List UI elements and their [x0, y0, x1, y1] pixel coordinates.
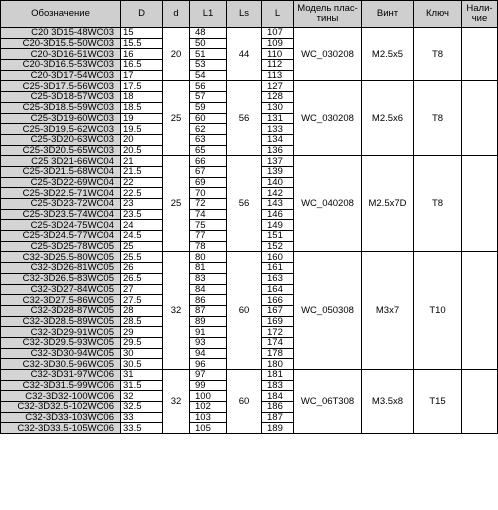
length-l1-cell: 77 [190, 231, 227, 242]
length-l1-cell: 94 [190, 348, 227, 359]
designation-cell: C32-3D32-100WC06 [1, 391, 121, 402]
length-l1-cell: 105 [190, 423, 227, 434]
insert-model-cell: WC_06T308 [294, 370, 362, 434]
diameter-d-cell: 21.5 [121, 166, 163, 177]
length-l1-cell: 60 [190, 113, 227, 124]
length-l1-cell: 97 [190, 370, 227, 381]
length-l1-cell: 74 [190, 209, 227, 220]
length-l1-cell: 48 [190, 28, 227, 39]
length-l1-cell: 93 [190, 337, 227, 348]
length-l-cell: 189 [262, 423, 294, 434]
designation-cell: C20-3D15.5-50WC03 [1, 38, 121, 49]
length-l-cell: 107 [262, 28, 294, 39]
length-l-cell: 181 [262, 370, 294, 381]
header-availability [462, 1, 498, 28]
length-l-cell: 142 [262, 188, 294, 199]
header-availability-line1: Нали- [466, 3, 493, 14]
length-l-cell: 110 [262, 49, 294, 60]
length-l1-cell: 96 [190, 359, 227, 370]
diameter-d-cell: 18.5 [121, 102, 163, 113]
shank-d-cell: 20 [163, 28, 190, 81]
table-row [1, 370, 498, 381]
length-l-cell: 128 [262, 92, 294, 103]
designation-cell: C20 3D15-48WC03 [1, 28, 121, 39]
shank-d-cell: 25 [163, 81, 190, 156]
length-ls-cell: 44 [227, 28, 262, 81]
length-l-cell: 130 [262, 102, 294, 113]
designation-cell: C32-3D31.5-99WC06 [1, 380, 121, 391]
designation-cell: C32-3D27.5-86WC05 [1, 295, 121, 306]
length-l1-cell: 70 [190, 188, 227, 199]
length-l1-cell: 63 [190, 134, 227, 145]
length-l1-cell: 81 [190, 263, 227, 274]
length-l-cell: 183 [262, 380, 294, 391]
diameter-d-cell: 32.5 [121, 402, 163, 413]
length-ls-cell: 60 [227, 370, 262, 434]
diameter-d-cell: 20 [121, 134, 163, 145]
length-l-cell: 184 [262, 391, 294, 402]
diameter-d-cell: 33.5 [121, 423, 163, 434]
designation-cell: C32-3D28-87WC05 [1, 305, 121, 316]
length-ls-cell: 56 [227, 81, 262, 156]
diameter-d-cell: 30.5 [121, 359, 163, 370]
length-l-cell: 143 [262, 199, 294, 210]
length-l-cell: 167 [262, 305, 294, 316]
diameter-d-cell: 16.5 [121, 60, 163, 71]
length-l1-cell: 86 [190, 295, 227, 306]
length-ls-cell: 56 [227, 156, 262, 252]
length-l-cell: 160 [262, 252, 294, 263]
table-row [1, 252, 498, 263]
diameter-d-cell: 21 [121, 156, 163, 167]
designation-cell: C20-3D17-54WC03 [1, 70, 121, 81]
header-d-big: D [121, 1, 163, 28]
length-l1-cell: 83 [190, 273, 227, 284]
length-l1-cell: 80 [190, 252, 227, 263]
designation-cell: C25-3D25-78WC05 [1, 241, 121, 252]
length-l-cell: 172 [262, 327, 294, 338]
length-l1-cell: 75 [190, 220, 227, 231]
length-l1-cell: 51 [190, 49, 227, 60]
length-l1-cell: 65 [190, 145, 227, 156]
length-l1-cell: 103 [190, 412, 227, 423]
length-l-cell: 169 [262, 316, 294, 327]
length-l1-cell: 53 [190, 60, 227, 71]
length-ls-cell: 60 [227, 252, 262, 370]
designation-cell: C32-3D30.5-96WC05 [1, 359, 121, 370]
key-cell: T8 [414, 28, 462, 81]
length-l-cell: 131 [262, 113, 294, 124]
key-cell: T8 [414, 156, 462, 252]
designation-cell: C32-3D33.5-105WC06 [1, 423, 121, 434]
designation-cell: C25-3D23.5-74WC04 [1, 209, 121, 220]
diameter-d-cell: 30 [121, 348, 163, 359]
screw-cell: M2.5x5 [362, 28, 414, 81]
length-l1-cell: 69 [190, 177, 227, 188]
availability-cell [462, 28, 498, 81]
length-l1-cell: 57 [190, 92, 227, 103]
key-cell: T10 [414, 252, 462, 370]
diameter-d-cell: 20.5 [121, 145, 163, 156]
length-l-cell: 133 [262, 124, 294, 135]
availability-cell [462, 370, 498, 434]
shank-d-cell: 32 [163, 370, 190, 434]
insert-model-cell: WC_040208 [294, 156, 362, 252]
diameter-d-cell: 25 [121, 241, 163, 252]
length-l-cell: 180 [262, 359, 294, 370]
diameter-d-cell: 26.5 [121, 273, 163, 284]
table-body [1, 28, 498, 434]
header-key: Ключ [414, 1, 462, 28]
length-l1-cell: 66 [190, 156, 227, 167]
length-l1-cell: 72 [190, 199, 227, 210]
designation-cell: C25-3D22.5-71WC04 [1, 188, 121, 199]
length-l1-cell: 84 [190, 284, 227, 295]
length-l-cell: 149 [262, 220, 294, 231]
length-l1-cell: 78 [190, 241, 227, 252]
length-l1-cell: 89 [190, 316, 227, 327]
diameter-d-cell: 22.5 [121, 188, 163, 199]
length-l1-cell: 99 [190, 380, 227, 391]
table-row [1, 28, 498, 39]
length-l1-cell: 62 [190, 124, 227, 135]
length-l1-cell: 100 [190, 391, 227, 402]
insert-model-cell: WC_030208 [294, 28, 362, 81]
length-l-cell: 161 [262, 263, 294, 274]
length-l-cell: 113 [262, 70, 294, 81]
designation-cell: C32-3D28.5-89WC05 [1, 316, 121, 327]
header-insert-model-line1: Модель плас- [297, 3, 358, 14]
diameter-d-cell: 23.5 [121, 209, 163, 220]
length-l-cell: 134 [262, 134, 294, 145]
header-row [1, 1, 498, 28]
diameter-d-cell: 28.5 [121, 316, 163, 327]
designation-cell: C20-3D16.5-53WC03 [1, 60, 121, 71]
diameter-d-cell: 32 [121, 391, 163, 402]
header-l: L [262, 1, 294, 28]
diameter-d-cell: 18 [121, 92, 163, 103]
diameter-d-cell: 27.5 [121, 295, 163, 306]
diameter-d-cell: 19 [121, 113, 163, 124]
designation-cell: C25-3D24.5-77WC04 [1, 231, 121, 242]
length-l-cell: 139 [262, 166, 294, 177]
screw-cell: M3.5x8 [362, 370, 414, 434]
designation-cell: C32-3D26-81WC05 [1, 263, 121, 274]
insert-model-cell: WC_030208 [294, 81, 362, 156]
designation-cell: C25-3D21.5-68WC04 [1, 166, 121, 177]
length-l-cell: 166 [262, 295, 294, 306]
diameter-d-cell: 33 [121, 412, 163, 423]
table-row [1, 81, 498, 92]
header-screw: Винт [362, 1, 414, 28]
key-cell: T15 [414, 370, 462, 434]
designation-cell: C25 3D21-66WC04 [1, 156, 121, 167]
designation-cell: C25-3D17.5-56WC03 [1, 81, 121, 92]
length-l1-cell: 56 [190, 81, 227, 92]
length-l-cell: 151 [262, 231, 294, 242]
length-l-cell: 152 [262, 241, 294, 252]
diameter-d-cell: 24 [121, 220, 163, 231]
designation-cell: C25-3D18-57WC03 [1, 92, 121, 103]
length-l-cell: 109 [262, 38, 294, 49]
diameter-d-cell: 15 [121, 28, 163, 39]
designation-cell: C25-3D23-72WC04 [1, 199, 121, 210]
diameter-d-cell: 23 [121, 199, 163, 210]
designation-cell: C32-3D26.5-83WC05 [1, 273, 121, 284]
insert-model-cell: WC_050308 [294, 252, 362, 370]
length-l-cell: 164 [262, 284, 294, 295]
length-l1-cell: 102 [190, 402, 227, 413]
designation-cell: C25-3D20-63WC03 [1, 134, 121, 145]
length-l-cell: 186 [262, 402, 294, 413]
length-l-cell: 178 [262, 348, 294, 359]
designation-cell: C25-3D19-60WC03 [1, 113, 121, 124]
designation-cell: C20-3D16-51WC03 [1, 49, 121, 60]
length-l-cell: 137 [262, 156, 294, 167]
designation-cell: C25-3D20.5-65WC03 [1, 145, 121, 156]
diameter-d-cell: 24.5 [121, 231, 163, 242]
designation-cell: C32-3D30-94WC05 [1, 348, 121, 359]
diameter-d-cell: 29.5 [121, 337, 163, 348]
diameter-d-cell: 26 [121, 263, 163, 274]
designation-cell: C32-3D29.5-93WC05 [1, 337, 121, 348]
screw-cell: M2.5x6 [362, 81, 414, 156]
header-ls: Ls [227, 1, 262, 28]
designation-cell: C32-3D32.5-102WC06 [1, 402, 121, 413]
designation-cell: C25-3D24-75WC04 [1, 220, 121, 231]
length-l-cell: 146 [262, 209, 294, 220]
key-cell: T8 [414, 81, 462, 156]
header-designation: Обозначение [1, 1, 121, 28]
length-l-cell: 127 [262, 81, 294, 92]
length-l1-cell: 54 [190, 70, 227, 81]
diameter-d-cell: 25.5 [121, 252, 163, 263]
diameter-d-cell: 28 [121, 305, 163, 316]
diameter-d-cell: 19.5 [121, 124, 163, 135]
diameter-d-cell: 16 [121, 49, 163, 60]
length-l-cell: 112 [262, 60, 294, 71]
designation-cell: C32-3D33-103WC06 [1, 412, 121, 423]
diameter-d-cell: 17 [121, 70, 163, 81]
diameter-d-cell: 29 [121, 327, 163, 338]
length-l-cell: 140 [262, 177, 294, 188]
shank-d-cell: 32 [163, 252, 190, 370]
header-insert-model-line2: тины [316, 13, 339, 24]
designation-cell: C25-3D22-69WC04 [1, 177, 121, 188]
designation-cell: C32-3D29-91WC05 [1, 327, 121, 338]
length-l1-cell: 91 [190, 327, 227, 338]
header-insert-model [294, 1, 362, 28]
table-row [1, 156, 498, 167]
designation-cell: C25-3D19.5-62WC03 [1, 124, 121, 135]
header-l1: L1 [190, 1, 227, 28]
shank-d-cell: 25 [163, 156, 190, 252]
diameter-d-cell: 17.5 [121, 81, 163, 92]
diameter-d-cell: 15.5 [121, 38, 163, 49]
length-l-cell: 174 [262, 337, 294, 348]
designation-cell: C32-3D25.5-80WC05 [1, 252, 121, 263]
screw-cell: M3x7 [362, 252, 414, 370]
availability-cell [462, 81, 498, 156]
header-d-small: d [163, 1, 190, 28]
length-l-cell: 187 [262, 412, 294, 423]
length-l1-cell: 87 [190, 305, 227, 316]
diameter-d-cell: 31 [121, 370, 163, 381]
length-l-cell: 136 [262, 145, 294, 156]
designation-cell: C32-3D27-84WC05 [1, 284, 121, 295]
designation-cell: C25-3D18.5-59WC03 [1, 102, 121, 113]
diameter-d-cell: 22 [121, 177, 163, 188]
length-l-cell: 163 [262, 273, 294, 284]
length-l1-cell: 50 [190, 38, 227, 49]
diameter-d-cell: 27 [121, 284, 163, 295]
screw-cell: M2.5x7D [362, 156, 414, 252]
header-availability-line2: чие [471, 13, 488, 24]
diameter-d-cell: 31.5 [121, 380, 163, 391]
length-l1-cell: 67 [190, 166, 227, 177]
availability-cell [462, 252, 498, 370]
length-l1-cell: 59 [190, 102, 227, 113]
availability-cell [462, 156, 498, 252]
designation-cell: C32-3D31-97WC06 [1, 370, 121, 381]
